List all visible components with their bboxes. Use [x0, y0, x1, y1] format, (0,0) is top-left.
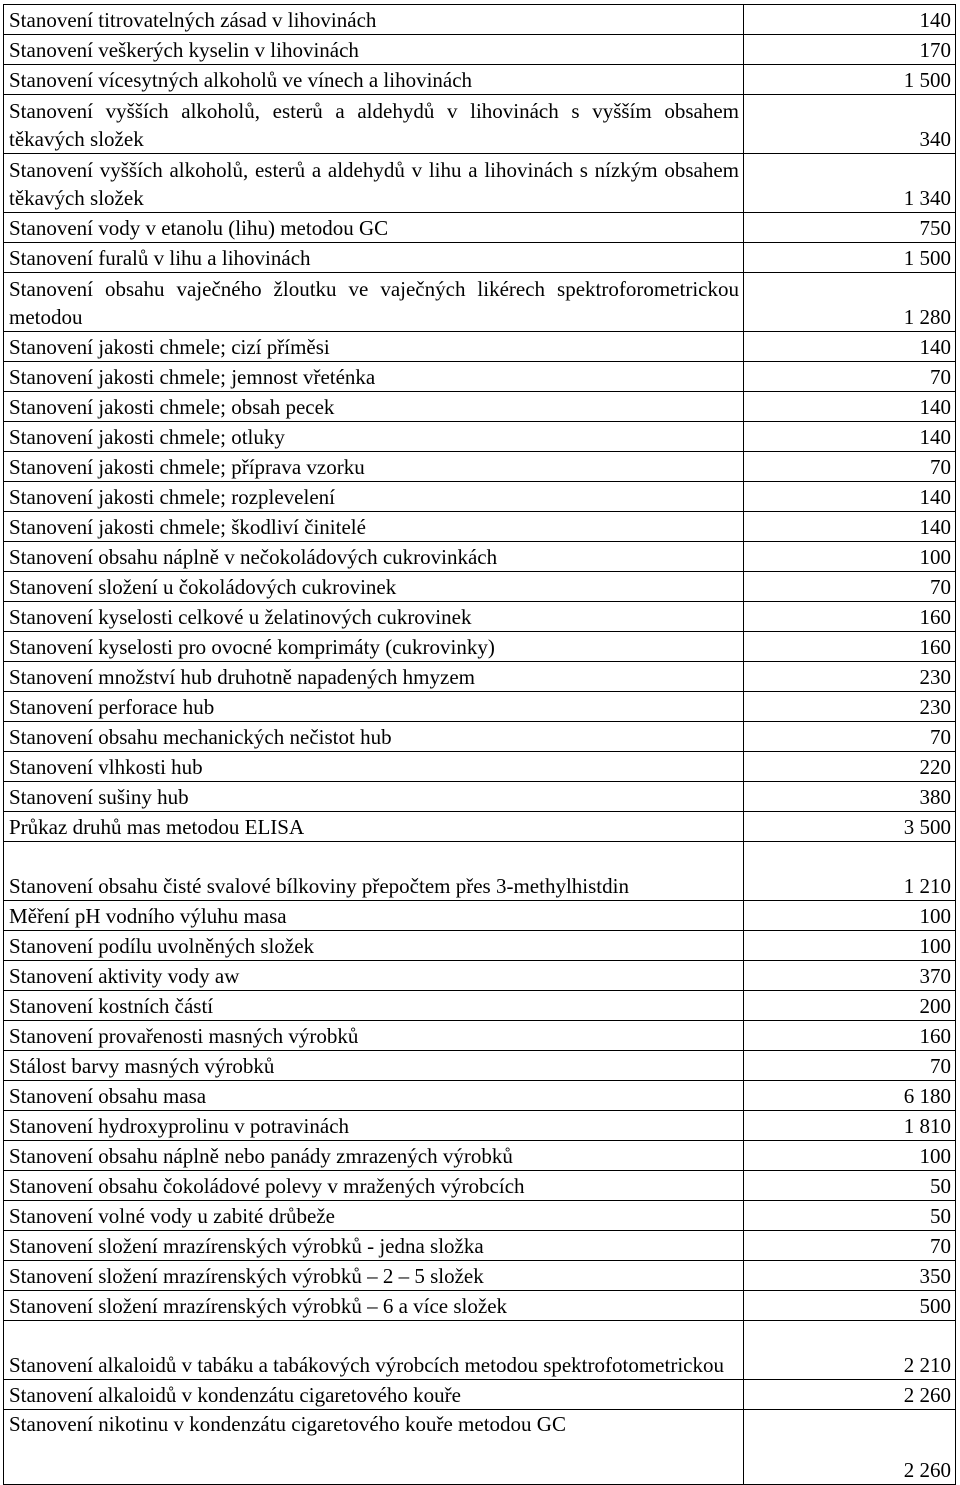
table-row — [4, 782, 956, 812]
price-cell: 6 180 — [744, 1081, 956, 1111]
price-cell: 1 500 — [744, 65, 956, 95]
table-row — [4, 1291, 956, 1321]
table-row — [4, 542, 956, 572]
price-cell: 160 — [744, 632, 956, 662]
table-row — [4, 961, 956, 991]
analysis-name-cell: Měření pH vodního výluhu masa — [4, 901, 744, 931]
analysis-name-cell: Stanovení podílu uvolněných složek — [4, 931, 744, 961]
price-cell: 140 — [744, 5, 956, 35]
table-row — [4, 931, 956, 961]
price-cell: 70 — [744, 572, 956, 602]
analysis-name-cell: Stanovení volné vody u zabité drůbeže — [4, 1201, 744, 1231]
price-cell: 1 340 — [744, 154, 956, 213]
analysis-name-cell: Stanovení složení mrazírenských výrobků – 6 a více složek — [4, 1291, 744, 1321]
price-table-body — [4, 5, 956, 1485]
analysis-name-cell: Stanovení kyselosti pro ovocné komprimáty (cukrovinky) — [4, 632, 744, 662]
price-cell: 340 — [744, 95, 956, 154]
price-cell: 2 260 — [744, 1410, 956, 1485]
analysis-name-cell: Stanovení vyšších alkoholů, esterů a aldehydů v lihu a lihovinách s nízkým obsahem těkavých složek — [4, 154, 744, 213]
price-cell: 230 — [744, 662, 956, 692]
price-cell: 140 — [744, 482, 956, 512]
table-row — [4, 362, 956, 392]
price-cell: 500 — [744, 1291, 956, 1321]
analysis-name-cell: Stanovení aktivity vody aw — [4, 961, 744, 991]
analysis-name-cell: Stanovení obsahu čokoládové polevy v mražených výrobcích — [4, 1171, 744, 1201]
price-cell: 50 — [744, 1201, 956, 1231]
analysis-name-cell: Stanovení vlhkosti hub — [4, 752, 744, 782]
analysis-name-cell: Stanovení obsahu masa — [4, 1081, 744, 1111]
table-row — [4, 35, 956, 65]
price-cell: 1 280 — [744, 273, 956, 332]
analysis-name-cell: Stanovení furalů v lihu a lihovinách — [4, 243, 744, 273]
analysis-name-cell: Stanovení složení mrazírenských výrobků - jedna složka — [4, 1231, 744, 1261]
analysis-name-cell: Stanovení sušiny hub — [4, 782, 744, 812]
analysis-name-cell: Stanovení alkaloidů v kondenzátu cigaretového kouře — [4, 1380, 744, 1410]
price-cell: 2 210 — [744, 1321, 956, 1380]
price-cell: 230 — [744, 692, 956, 722]
analysis-name-cell: Stanovení kostních částí — [4, 991, 744, 1021]
analysis-name-cell: Stanovení kyselosti celkové u želatinových cukrovinek — [4, 602, 744, 632]
price-cell: 750 — [744, 213, 956, 243]
table-row — [4, 1171, 956, 1201]
price-cell: 100 — [744, 901, 956, 931]
price-cell: 140 — [744, 422, 956, 452]
table-row — [4, 901, 956, 931]
table-row — [4, 213, 956, 243]
analysis-name-cell: Stanovení obsahu mechanických nečistot hub — [4, 722, 744, 752]
table-row — [4, 1410, 956, 1485]
analysis-name-cell: Průkaz druhů mas metodou ELISA — [4, 812, 744, 842]
table-row — [4, 154, 956, 213]
analysis-name-cell: Stanovení jakosti chmele; cizí příměsi — [4, 332, 744, 362]
table-row — [4, 1201, 956, 1231]
table-row — [4, 662, 956, 692]
price-cell: 140 — [744, 392, 956, 422]
price-cell: 100 — [744, 1141, 956, 1171]
price-cell: 100 — [744, 542, 956, 572]
table-row — [4, 1380, 956, 1410]
price-cell: 220 — [744, 752, 956, 782]
analysis-name-cell: Stálost barvy masných výrobků — [4, 1051, 744, 1081]
price-cell: 160 — [744, 602, 956, 632]
table-row — [4, 991, 956, 1021]
price-cell: 1 210 — [744, 842, 956, 901]
table-row — [4, 632, 956, 662]
analysis-name-cell: Stanovení perforace hub — [4, 692, 744, 722]
table-row — [4, 273, 956, 332]
analysis-name-cell: Stanovení jakosti chmele; škodliví činitelé — [4, 512, 744, 542]
table-row — [4, 1231, 956, 1261]
table-row — [4, 572, 956, 602]
table-row — [4, 602, 956, 632]
table-row — [4, 332, 956, 362]
price-cell: 140 — [744, 512, 956, 542]
table-row — [4, 752, 956, 782]
analysis-name-cell: Stanovení obsahu náplně v nečokoládových cukrovinkách — [4, 542, 744, 572]
analysis-name-cell: Stanovení obsahu vaječného žloutku ve vaječných likérech spektroforometrickou metodou — [4, 273, 744, 332]
table-row — [4, 422, 956, 452]
table-row — [4, 1111, 956, 1141]
price-cell: 370 — [744, 961, 956, 991]
table-row — [4, 392, 956, 422]
analysis-name-cell: Stanovení jakosti chmele; obsah pecek — [4, 392, 744, 422]
analysis-name-cell: Stanovení vyšších alkoholů, esterů a aldehydů v lihovinách s vyšším obsahem těkavých složek — [4, 95, 744, 154]
price-cell: 70 — [744, 722, 956, 752]
price-cell: 50 — [744, 1171, 956, 1201]
price-cell: 1 500 — [744, 243, 956, 273]
table-row — [4, 1081, 956, 1111]
analysis-name-cell: Stanovení titrovatelných zásad v lihovinách — [4, 5, 744, 35]
table-row — [4, 5, 956, 35]
price-cell: 140 — [744, 332, 956, 362]
table-row — [4, 722, 956, 752]
analysis-name-cell: Stanovení složení u čokoládových cukrovinek — [4, 572, 744, 602]
table-row — [4, 1141, 956, 1171]
analysis-name-cell: Stanovení hydroxyprolinu v potravinách — [4, 1111, 744, 1141]
price-cell: 200 — [744, 991, 956, 1021]
analysis-name-cell: Stanovení alkaloidů v tabáku a tabákových výrobcích metodou spektrofotometrickou — [4, 1321, 744, 1380]
analysis-name-cell: Stanovení provařenosti masných výrobků — [4, 1021, 744, 1051]
analysis-name-cell: Stanovení jakosti chmele; příprava vzorku — [4, 452, 744, 482]
price-cell: 70 — [744, 1231, 956, 1261]
analysis-name-cell: Stanovení vody v etanolu (lihu) metodou GC — [4, 213, 744, 243]
table-row — [4, 452, 956, 482]
price-cell: 2 260 — [744, 1380, 956, 1410]
table-row — [4, 95, 956, 154]
table-row — [4, 512, 956, 542]
price-cell: 70 — [744, 1051, 956, 1081]
analysis-name-cell: Stanovení jakosti chmele; otluky — [4, 422, 744, 452]
table-row — [4, 1261, 956, 1291]
analysis-name-cell: Stanovení veškerých kyselin v lihovinách — [4, 35, 744, 65]
analysis-name-cell: Stanovení obsahu čisté svalové bílkoviny přepočtem přes 3-methylhistdin — [4, 842, 744, 901]
table-row — [4, 812, 956, 842]
table-row — [4, 65, 956, 95]
price-cell: 380 — [744, 782, 956, 812]
price-cell: 160 — [744, 1021, 956, 1051]
price-cell: 3 500 — [744, 812, 956, 842]
price-cell: 100 — [744, 931, 956, 961]
table-row — [4, 482, 956, 512]
analysis-name-cell: Stanovení nikotinu v kondenzátu cigaretového kouře metodou GC — [4, 1410, 744, 1485]
analysis-name-cell: Stanovení jakosti chmele; jemnost vřeténka — [4, 362, 744, 392]
price-cell: 350 — [744, 1261, 956, 1291]
price-cell: 70 — [744, 452, 956, 482]
price-table — [3, 4, 956, 1485]
table-row — [4, 692, 956, 722]
analysis-name-cell: Stanovení vícesytných alkoholů ve vínech a lihovinách — [4, 65, 744, 95]
table-row — [4, 243, 956, 273]
table-row — [4, 1321, 956, 1380]
analysis-name-cell: Stanovení jakosti chmele; rozplevelení — [4, 482, 744, 512]
price-cell: 1 810 — [744, 1111, 956, 1141]
analysis-name-cell: Stanovení složení mrazírenských výrobků – 2 – 5 složek — [4, 1261, 744, 1291]
price-cell: 70 — [744, 362, 956, 392]
analysis-name-cell: Stanovení množství hub druhotně napadených hmyzem — [4, 662, 744, 692]
table-row — [4, 1021, 956, 1051]
table-row — [4, 842, 956, 901]
table-row — [4, 1051, 956, 1081]
price-cell: 170 — [744, 35, 956, 65]
analysis-name-cell: Stanovení obsahu náplně nebo panády zmrazených výrobků — [4, 1141, 744, 1171]
